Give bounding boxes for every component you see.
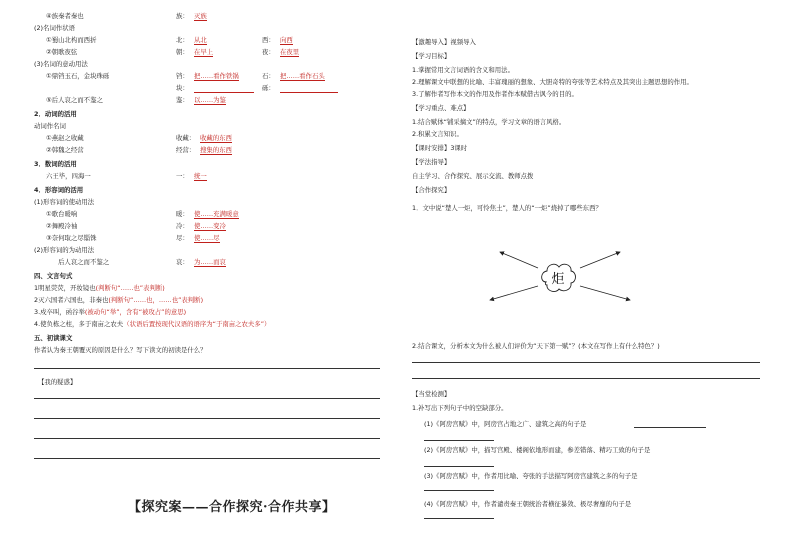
- section-heading: 四、文言句式: [34, 272, 73, 280]
- body-text: 1.掌握常用文言词语的含义和用法。: [412, 66, 514, 74]
- answer-line[interactable]: [634, 427, 706, 428]
- question: 作者认为秦王朝覆灭的原因是什么？写下读文的初读是什么？: [34, 346, 207, 354]
- answer-line[interactable]: [412, 378, 760, 379]
- sentence: 3.戍卒叫，函谷举: [34, 308, 85, 316]
- torch-cloud: [538, 258, 578, 298]
- item-label: 夜：: [262, 48, 275, 56]
- body-text: 1.结合赋体“铺采摛文”的特点，学习文章的语言风格。: [412, 118, 566, 126]
- torch-character: 炬: [551, 272, 565, 287]
- body-text: 自主学习、合作探究、展示交流、教师点拨: [412, 172, 534, 180]
- item-text: ①歌台暖响: [46, 210, 78, 218]
- item-label: 北：: [176, 36, 189, 44]
- item-text: ③奈何取之尽锱铢: [46, 234, 97, 242]
- item-label: 铛：: [176, 72, 189, 80]
- item-label: 经营：: [176, 146, 196, 154]
- item-label: 暖：: [176, 210, 189, 218]
- item-text: ①鼎铛玉石，金块珠砾: [46, 72, 110, 80]
- section-heading: 4．形容词的活用: [34, 186, 84, 194]
- item-text: 后人哀之而不鉴之: [58, 258, 110, 266]
- sentence-note: (被动句“举”，含有“被攻占”的意思): [84, 308, 187, 316]
- question: 1．文中说“楚人一炬，可怜焦土”，楚人的“一炬”烧掉了哪些东西？: [412, 204, 602, 212]
- subheading: (2)形容词的为动用法: [34, 246, 95, 254]
- sentence-note: （状语后置按现代汉语的语序为“于南亩之农夫多”）: [123, 320, 271, 328]
- answer: 为……而哀: [194, 258, 226, 266]
- body-text: 1.补写出下列句子中的空缺部分。: [412, 404, 508, 412]
- answer: 使……变冷: [194, 222, 226, 230]
- item-label: 收藏：: [176, 134, 196, 142]
- answer: 统一: [194, 172, 207, 180]
- body-text: 2.积累文言知识。: [412, 130, 463, 138]
- item-text: ⑤后人哀之而不鉴之: [46, 96, 103, 104]
- section-heading: 【课时安排】3课时: [412, 144, 468, 152]
- item-label: 哀：: [176, 258, 189, 266]
- blank-line: [194, 92, 254, 93]
- sentence: 1明星荧荧，开妆镜也: [34, 284, 96, 292]
- section-heading: 【学习目标】: [412, 52, 451, 60]
- section-heading: 3．数词的活用: [34, 160, 77, 168]
- section-heading: 【当堂检测】: [412, 390, 451, 398]
- item-label: 朝：: [176, 48, 189, 56]
- arrow-up-right: [580, 252, 620, 268]
- item-label: 鉴：: [176, 96, 189, 104]
- item-text: ①蜀山北构而西折: [46, 36, 97, 44]
- answer-line[interactable]: [424, 518, 494, 519]
- answer-line[interactable]: [424, 490, 494, 491]
- answer: 向西: [280, 36, 293, 44]
- section-heading: 【合作探究】: [412, 186, 451, 194]
- subheading: (3)名词的意动用法: [34, 60, 88, 68]
- answer-line[interactable]: [424, 440, 494, 441]
- item-text: ②舞殿冷袖: [46, 222, 78, 230]
- blank-line: [280, 92, 338, 93]
- answer-line[interactable]: [424, 466, 494, 467]
- answer: 在早上: [194, 48, 214, 56]
- section-heading: 【激趣导入】视频导入: [412, 38, 476, 46]
- sentence: 4.使负栋之柱，多于南亩之农夫: [34, 320, 124, 328]
- answer: 把……看作铁锅: [194, 72, 239, 80]
- section-heading: 【学法指导】: [412, 158, 451, 166]
- item-text: ①燕赵之收藏: [46, 134, 84, 142]
- item-text: ④族秦者秦也: [46, 12, 84, 20]
- item-text: ②韩魏之经营: [46, 146, 84, 154]
- fill-question: (4)《阿房宫赋》中，作者谴责秦王朝统治者横征暴敛、极尽奢靡的句子是: [424, 500, 632, 508]
- answer: 使……充满暖意: [194, 210, 239, 218]
- item-label: 西：: [262, 36, 275, 44]
- answer: 从北: [194, 36, 207, 44]
- item-text: 六王毕，四海一: [46, 172, 91, 180]
- body-text: 3.了解作者写作本文的作用及作者作本赋借古讽今的目的。: [412, 90, 578, 98]
- answer: 以……为鉴: [194, 96, 226, 104]
- subheading: (2)名词作状语: [34, 24, 76, 32]
- item-label: 冷：: [176, 222, 189, 230]
- item-label: 石：: [262, 72, 275, 80]
- answer-line[interactable]: [34, 398, 380, 399]
- section-banner: 【探究案——合作探究·合作共享】: [128, 500, 336, 515]
- item-label: 块：: [176, 84, 189, 92]
- section-heading: 【学习重点、难点】: [412, 104, 470, 112]
- sentence: 2灭六国者六国也，非秦也: [34, 296, 109, 304]
- item-label: 砾：: [262, 84, 275, 92]
- item-label: 一：: [176, 172, 189, 180]
- subheading: (1)形容词的使动用法: [34, 198, 95, 206]
- sentence-note: (判断句“……也，……也”表判断): [108, 296, 204, 304]
- item-text: ②朝歌夜弦: [46, 48, 78, 56]
- answer: 收藏的东西: [200, 134, 232, 142]
- arrow-down-left: [490, 286, 538, 300]
- arrow-up-left: [500, 252, 538, 268]
- doubts-heading: 【我的疑惑】: [38, 378, 77, 386]
- item-label: 族：: [176, 12, 189, 20]
- answer: 在夜里: [280, 48, 300, 56]
- answer-line[interactable]: [412, 362, 760, 363]
- answer-line[interactable]: [34, 458, 380, 459]
- answer-line[interactable]: [34, 438, 380, 439]
- arrow-down-right: [580, 286, 630, 300]
- fill-question: (1)《阿房宫赋》中，阿房宫占地之广、建筑之高的句子是: [424, 420, 587, 428]
- fill-question: (2)《阿房宫赋》中，描写宫殿、楼阁依地形而建，参差错落、精巧工致的句子是: [424, 446, 651, 454]
- answer: 搜集的东西: [200, 146, 232, 154]
- section-heading: 五、初读课文: [34, 334, 73, 342]
- item-label: 尽：: [176, 234, 189, 242]
- fill-question: (3)《阿房宫赋》中，作者用比喻、夸张的手法描写阿房宫建筑之多的句子是: [424, 472, 638, 480]
- answer-line[interactable]: [34, 418, 380, 419]
- sentence-note: (判断句“……也”表判断): [95, 284, 165, 292]
- body-text: 2.理解课文中联想的比喻、丰富瑰丽的想象、大胆奇特的夸张等艺术特点及其突出主题思想的作用。: [412, 78, 693, 86]
- answer: 把……看作石头: [280, 72, 325, 80]
- answer: 使……尽: [194, 234, 220, 242]
- answer-line[interactable]: [34, 368, 380, 369]
- question: 2.结合课文，分析本文为什么被人们评价为“天下第一赋”？(本文在写作上有什么特色？): [412, 342, 660, 350]
- section-heading: 2．动词的活用: [34, 110, 77, 118]
- answer: 灭族: [194, 12, 207, 20]
- subheading: 动词作名词: [34, 122, 66, 130]
